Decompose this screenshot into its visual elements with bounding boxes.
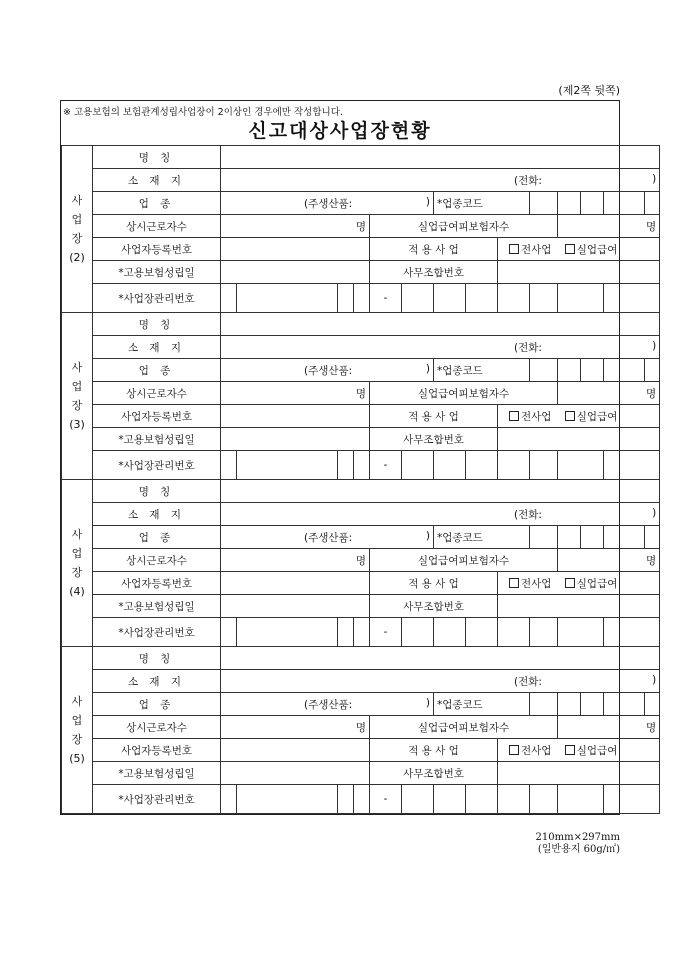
name-label: 명 칭 bbox=[93, 313, 221, 336]
mgmt-digit-box[interactable] bbox=[434, 618, 466, 647]
paper-type: (일반용지 60g/㎡) bbox=[537, 844, 620, 855]
mgmt-digit-box[interactable] bbox=[466, 451, 498, 480]
name-label: 명 칭 bbox=[93, 146, 221, 169]
code-box[interactable] bbox=[530, 693, 558, 716]
address-label: 소 재 지 bbox=[93, 670, 221, 693]
workplace-section bbox=[61, 145, 660, 313]
mgmt-dash: - bbox=[370, 451, 402, 480]
code-box[interactable] bbox=[530, 526, 558, 549]
site-mgmt-no-label: *사업장관리번호 bbox=[93, 451, 221, 480]
code-box[interactable] bbox=[645, 526, 660, 549]
site-mgmt-no-label: *사업장관리번호 bbox=[93, 284, 221, 313]
mgmt-dash: - bbox=[370, 284, 402, 313]
code-box[interactable] bbox=[530, 192, 558, 215]
business-reg-no-label: 사업자등록번호 bbox=[93, 238, 221, 261]
section-side-label: 사 업 장 (5) bbox=[62, 647, 93, 814]
mgmt-digit-box[interactable] bbox=[221, 451, 237, 480]
regular-workers-label: 상시근로자수 bbox=[93, 549, 221, 572]
mgmt-digit-box[interactable] bbox=[221, 785, 237, 814]
all-biz-checkbox[interactable]: 전사업 bbox=[509, 578, 551, 590]
checkbox-icon bbox=[509, 745, 519, 755]
industry-code-label: *업종코드 bbox=[434, 359, 530, 382]
code-box[interactable] bbox=[645, 192, 660, 215]
office-assoc-no-label: 사무조합번호 bbox=[370, 762, 498, 785]
name-field[interactable] bbox=[221, 480, 660, 503]
industry-code-label: *업종코드 bbox=[434, 526, 530, 549]
code-box[interactable] bbox=[604, 693, 645, 716]
applicable-biz-label: 적 용 사 업 bbox=[370, 739, 498, 762]
regular-workers-label: 상시근로자수 bbox=[93, 382, 221, 405]
unemployment-benefit-checkbox[interactable]: 실업급여 bbox=[565, 745, 618, 757]
mgmt-digit-box[interactable] bbox=[338, 451, 354, 480]
office-assoc-no-label: 사무조합번호 bbox=[370, 595, 498, 618]
mgmt-digit-box[interactable] bbox=[338, 618, 354, 647]
notice-text: ※ 고용보험의 보험관계성립사업장이 2이상인 경우에만 작성합니다. bbox=[63, 107, 343, 118]
insured-count-label: 실업급여피보험자수 bbox=[370, 382, 558, 405]
name-field[interactable] bbox=[221, 146, 660, 169]
name-label: 명 칭 bbox=[93, 480, 221, 503]
address-field[interactable]: (전화: ) bbox=[221, 503, 660, 526]
address-field[interactable]: (전화: ) bbox=[221, 169, 660, 192]
mgmt-digit-box[interactable] bbox=[558, 785, 604, 814]
mgmt-digit-box[interactable] bbox=[604, 785, 660, 814]
mgmt-digit-box[interactable] bbox=[221, 618, 237, 647]
regular-workers-field[interactable]: 명 bbox=[221, 549, 370, 572]
mgmt-digit-box[interactable] bbox=[237, 618, 338, 647]
mgmt-digit-box[interactable] bbox=[530, 618, 558, 647]
mgmt-digit-box[interactable] bbox=[558, 618, 604, 647]
applicable-biz-options bbox=[498, 739, 660, 762]
mgmt-digit-box[interactable] bbox=[498, 785, 530, 814]
mgmt-digit-box[interactable] bbox=[604, 618, 660, 647]
code-box[interactable] bbox=[558, 192, 581, 215]
mgmt-digit-box[interactable] bbox=[354, 785, 370, 814]
checkbox-icon bbox=[565, 411, 575, 421]
office-assoc-no-field[interactable] bbox=[498, 261, 660, 284]
insurance-date-field[interactable] bbox=[221, 762, 370, 785]
mgmt-digit-box[interactable] bbox=[354, 284, 370, 313]
mgmt-digit-box[interactable] bbox=[354, 451, 370, 480]
business-reg-no-field[interactable] bbox=[221, 739, 370, 762]
mgmt-digit-box[interactable] bbox=[466, 618, 498, 647]
mgmt-dash: - bbox=[370, 618, 402, 647]
applicable-biz-label: 적 용 사 업 bbox=[370, 238, 498, 261]
code-box[interactable] bbox=[581, 359, 604, 382]
mgmt-digit-box[interactable] bbox=[498, 284, 530, 313]
office-assoc-no-label: 사무조합번호 bbox=[370, 428, 498, 451]
workplace-status-form bbox=[60, 100, 657, 815]
main-product-label: (주생산품: bbox=[304, 698, 353, 711]
page-side-label: (제2쪽 뒷쪽) bbox=[558, 84, 620, 97]
industry-label: 업 종 bbox=[93, 526, 221, 549]
mgmt-dash: - bbox=[370, 785, 402, 814]
code-box[interactable] bbox=[558, 359, 581, 382]
insurance-date-label: *고용보험성립일 bbox=[93, 595, 221, 618]
section-side-label: 사 업 장 (2) bbox=[62, 146, 93, 313]
mgmt-digit-box[interactable] bbox=[338, 284, 354, 313]
unemployment-benefit-checkbox[interactable]: 실업급여 bbox=[565, 411, 618, 423]
industry-field[interactable]: (주생산품: ) bbox=[221, 693, 434, 716]
business-reg-no-label: 사업자등록번호 bbox=[93, 739, 221, 762]
mgmt-digit-box[interactable] bbox=[530, 785, 558, 814]
mgmt-digit-box[interactable] bbox=[604, 451, 660, 480]
code-box[interactable] bbox=[558, 526, 581, 549]
mgmt-digit-box[interactable] bbox=[237, 785, 338, 814]
name-field[interactable] bbox=[221, 647, 660, 670]
mgmt-digit-box[interactable] bbox=[466, 785, 498, 814]
checkbox-icon bbox=[509, 578, 519, 588]
insurance-date-field[interactable] bbox=[221, 261, 370, 284]
code-box[interactable] bbox=[645, 359, 660, 382]
office-assoc-no-field[interactable] bbox=[498, 595, 660, 618]
industry-field[interactable]: (주생산품: ) bbox=[221, 526, 434, 549]
address-label: 소 재 지 bbox=[93, 169, 221, 192]
mgmt-digit-box[interactable] bbox=[530, 284, 558, 313]
mgmt-digit-box[interactable] bbox=[558, 451, 604, 480]
site-mgmt-no-label: *사업장관리번호 bbox=[93, 785, 221, 814]
paper-size-footer bbox=[536, 832, 620, 856]
code-box[interactable] bbox=[581, 693, 604, 716]
industry-code-label: *업종코드 bbox=[434, 192, 530, 215]
insured-count-field[interactable]: 명 bbox=[558, 215, 660, 238]
all-biz-checkbox[interactable]: 전사업 bbox=[509, 244, 551, 256]
applicable-biz-options bbox=[498, 405, 660, 428]
mgmt-digit-box[interactable] bbox=[466, 284, 498, 313]
mgmt-digit-box[interactable] bbox=[402, 785, 434, 814]
mgmt-digit-box[interactable] bbox=[237, 451, 338, 480]
phone-label: (전화: bbox=[514, 675, 542, 688]
code-box[interactable] bbox=[581, 526, 604, 549]
mgmt-digit-box[interactable] bbox=[354, 618, 370, 647]
main-product-label: (주생산품: bbox=[304, 364, 353, 377]
code-box[interactable] bbox=[604, 192, 645, 215]
insurance-date-label: *고용보험성립일 bbox=[93, 762, 221, 785]
industry-field[interactable]: (주생산품: ) bbox=[221, 192, 434, 215]
industry-label: 업 종 bbox=[93, 192, 221, 215]
mgmt-digit-box[interactable] bbox=[434, 785, 466, 814]
code-box[interactable] bbox=[581, 192, 604, 215]
insured-count-label: 실업급여피보험자수 bbox=[370, 549, 558, 572]
mgmt-digit-box[interactable] bbox=[402, 618, 434, 647]
industry-field[interactable]: (주생산품: ) bbox=[221, 359, 434, 382]
mgmt-digit-box[interactable] bbox=[221, 284, 237, 313]
insurance-date-field[interactable] bbox=[221, 595, 370, 618]
checkbox-icon bbox=[509, 411, 519, 421]
mgmt-digit-box[interactable] bbox=[498, 618, 530, 647]
workplace-section bbox=[61, 646, 660, 814]
phone-label: (전화: bbox=[514, 341, 542, 354]
name-field[interactable] bbox=[221, 313, 660, 336]
unemployment-benefit-checkbox[interactable]: 실업급여 bbox=[565, 244, 618, 256]
applicable-biz-label: 적 용 사 업 bbox=[370, 405, 498, 428]
office-assoc-no-field[interactable] bbox=[498, 428, 660, 451]
business-reg-no-field[interactable] bbox=[221, 405, 370, 428]
address-field[interactable]: (전화: ) bbox=[221, 670, 660, 693]
section-side-label: 사 업 장 (3) bbox=[62, 313, 93, 480]
insurance-date-label: *고용보험성립일 bbox=[93, 428, 221, 451]
mgmt-digit-box[interactable] bbox=[434, 451, 466, 480]
regular-workers-field[interactable]: 명 bbox=[221, 716, 370, 739]
workplace-section bbox=[61, 312, 660, 480]
mgmt-digit-box[interactable] bbox=[604, 284, 660, 313]
applicable-biz-label: 적 용 사 업 bbox=[370, 572, 498, 595]
industry-label: 업 종 bbox=[93, 693, 221, 716]
address-label: 소 재 지 bbox=[93, 503, 221, 526]
regular-workers-field[interactable]: 명 bbox=[221, 215, 370, 238]
checkbox-icon bbox=[565, 244, 575, 254]
insurance-date-label: *고용보험성립일 bbox=[93, 261, 221, 284]
mgmt-digit-box[interactable] bbox=[530, 451, 558, 480]
insured-count-label: 실업급여피보험자수 bbox=[370, 215, 558, 238]
office-assoc-no-field[interactable] bbox=[498, 762, 660, 785]
regular-workers-label: 상시근로자수 bbox=[93, 215, 221, 238]
insurance-date-field[interactable] bbox=[221, 428, 370, 451]
mgmt-digit-box[interactable] bbox=[338, 785, 354, 814]
mgmt-digit-box[interactable] bbox=[434, 284, 466, 313]
regular-workers-label: 상시근로자수 bbox=[93, 716, 221, 739]
form-title: 신고대상사업장현황 bbox=[248, 120, 432, 142]
business-reg-no-field[interactable] bbox=[221, 238, 370, 261]
all-biz-checkbox[interactable]: 전사업 bbox=[509, 745, 551, 757]
insured-count-field[interactable]: 명 bbox=[558, 549, 660, 572]
checkbox-icon bbox=[565, 578, 575, 588]
workplace-sections bbox=[61, 145, 657, 814]
business-reg-no-label: 사업자등록번호 bbox=[93, 572, 221, 595]
main-product-label: (주생산품: bbox=[304, 197, 353, 210]
regular-workers-field[interactable]: 명 bbox=[221, 382, 370, 405]
checkbox-icon bbox=[565, 745, 575, 755]
code-box[interactable] bbox=[645, 693, 660, 716]
phone-label: (전화: bbox=[514, 174, 542, 187]
all-biz-checkbox[interactable]: 전사업 bbox=[509, 411, 551, 423]
address-label: 소 재 지 bbox=[93, 336, 221, 359]
business-reg-no-label: 사업자등록번호 bbox=[93, 405, 221, 428]
address-field[interactable]: (전화: ) bbox=[221, 336, 660, 359]
mgmt-digit-box[interactable] bbox=[402, 284, 434, 313]
industry-code-label: *업종코드 bbox=[434, 693, 530, 716]
code-box[interactable] bbox=[558, 693, 581, 716]
code-box[interactable] bbox=[604, 526, 645, 549]
mgmt-digit-box[interactable] bbox=[498, 451, 530, 480]
insured-count-field[interactable]: 명 bbox=[558, 382, 660, 405]
section-side-label: 사 업 장 (4) bbox=[62, 480, 93, 647]
paper-size: 210mm×297mm bbox=[535, 832, 620, 843]
name-label: 명 칭 bbox=[93, 647, 221, 670]
applicable-biz-options bbox=[498, 572, 660, 595]
mgmt-digit-box[interactable] bbox=[237, 284, 338, 313]
checkbox-icon bbox=[509, 244, 519, 254]
code-box[interactable] bbox=[530, 359, 558, 382]
office-assoc-no-label: 사무조합번호 bbox=[370, 261, 498, 284]
industry-label: 업 종 bbox=[93, 359, 221, 382]
workplace-section bbox=[61, 479, 660, 647]
phone-label: (전화: bbox=[514, 508, 542, 521]
applicable-biz-options bbox=[498, 238, 660, 261]
main-product-label: (주생산품: bbox=[304, 531, 353, 544]
business-reg-no-field[interactable] bbox=[221, 572, 370, 595]
code-box[interactable] bbox=[604, 359, 645, 382]
mgmt-digit-box[interactable] bbox=[402, 451, 434, 480]
insured-count-label: 실업급여피보험자수 bbox=[370, 716, 558, 739]
unemployment-benefit-checkbox[interactable]: 실업급여 bbox=[565, 578, 618, 590]
insured-count-field[interactable]: 명 bbox=[558, 716, 660, 739]
mgmt-digit-box[interactable] bbox=[558, 284, 604, 313]
site-mgmt-no-label: *사업장관리번호 bbox=[93, 618, 221, 647]
